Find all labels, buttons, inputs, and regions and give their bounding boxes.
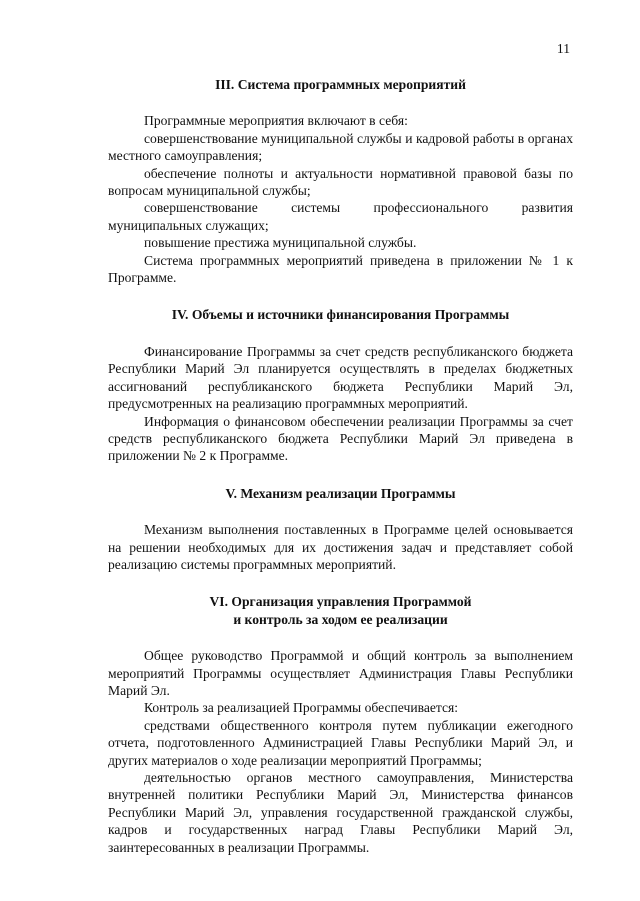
- section-title: [108, 76, 573, 93]
- section-title-line: V. Механизм реализации Программы: [225, 485, 456, 501]
- paragraph: совершенствование системы профессионального развития муниципальных служащих;: [108, 200, 573, 233]
- paragraph: Финансирование Программы за счет средств республиканского бюджета Республики Марий Эл планируется осуществлять в пределах бюджетных ассигнований республиканского бюджета Республики Марий Эл, предусмотренных на реализацию программных мероприятий.: [108, 343, 573, 412]
- paragraph: Контроль за реализацией Программы обеспечивается:: [144, 700, 459, 716]
- paragraph: Механизм выполнения поставленных в Программе целей основывается на решении необходимых для их достижения задач и представляет собой реализацию системы программных мероприятий.: [108, 522, 573, 572]
- section-title: [108, 306, 573, 323]
- section-title: [108, 485, 573, 502]
- paragraph: повышение престижа муниципальной службы.: [144, 235, 417, 251]
- paragraph: средствами общественного контроля путем публикации ежегодного отчета, подготовленного Администрацией Главы Республики Марий Эл, и других материалов о ходе реализации мероприятий Программы;: [108, 717, 573, 768]
- section-title-line: VI. Организация управления Программой: [209, 594, 472, 610]
- section-title-line: IV. Объемы и источники финансирования Программы: [171, 307, 510, 323]
- paragraph: Общее руководство Программой и общий контроль за выполнением мероприятий Программы осуществляет Администрация Главы Республики Марий Эл.: [108, 648, 573, 698]
- paragraph: Система программных мероприятий приведена в приложении № 1 к Программе.: [108, 252, 573, 286]
- paragraph: деятельностью органов местного самоуправления, Министерства внутренней политики Республики Марий Эл, Министерства финансов Республики Марий Эл, управления государственной гражданской службы, кадров и государственных наград Главы Республики Марий Эл, заинтересованных в реализации Программы.: [108, 770, 573, 855]
- paragraph: совершенствование муниципальной службы и кадровой работы в органах местного самоуправления;: [108, 130, 573, 164]
- paragraph: обеспечение полноты и актуальности нормативной правовой базы по вопросам муниципальной службы;: [108, 165, 573, 199]
- section-title-line: III. Система программных мероприятий: [215, 77, 466, 92]
- page-number: 11: [556, 41, 570, 56]
- paragraph: Программные мероприятия включают в себя:: [144, 113, 408, 129]
- section-title: [108, 593, 573, 628]
- section-title-line: и контроль за ходом ее реализации: [233, 611, 448, 627]
- document-body: [108, 0, 573, 856]
- paragraph: Информация о финансовом обеспечении реализации Программы за счет средств республиканского бюджета Республики Марий Эл приведена в приложении № 2 к Программе.: [108, 413, 573, 464]
